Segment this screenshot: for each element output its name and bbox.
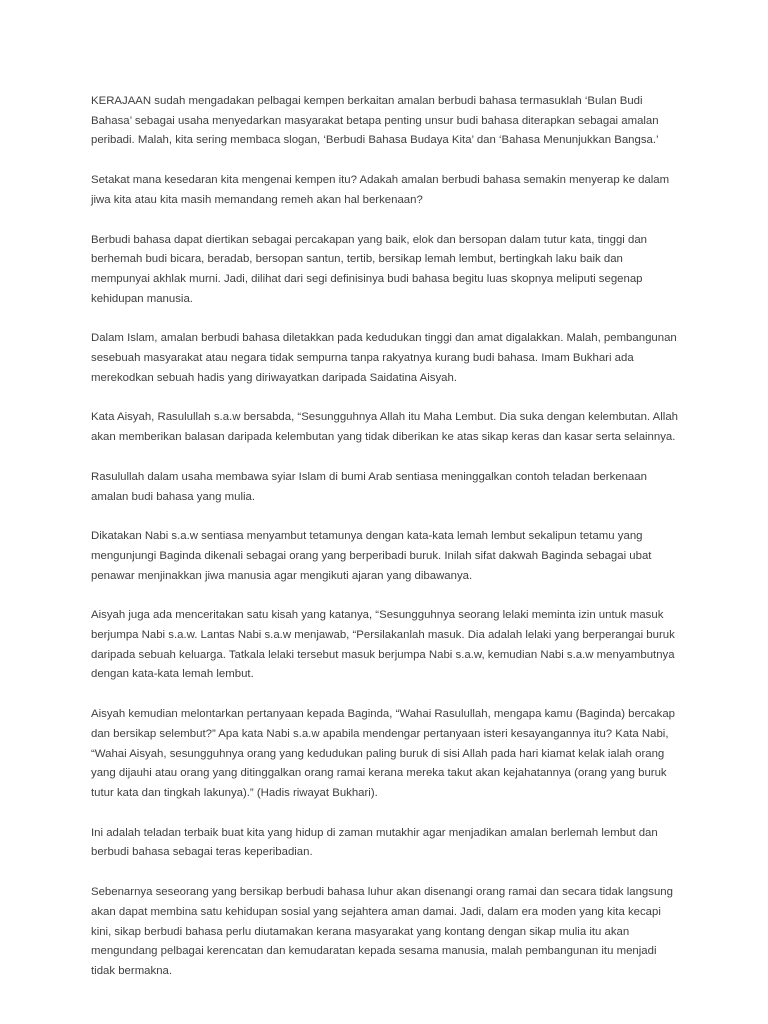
paragraph: Sebenarnya seseorang yang bersikap berbudi bahasa luhur akan disenangi orang ramai dan secara tidak langsung akan dapat membina satu kehidupan sosial yang sejahtera aman damai. Jadi, dalam era moden yang kita kecapi kini, sikap berbudi bahasa perlu diutamakan kerana masyarakat yang kontang dengan sikap mulia itu akan mengundang pelbagai kerencatan dan kemudaratan kepada sesama manusia, malah pembangunan itu menjadi tidak bermakna. [91, 886, 673, 977]
paragraph: Rasulullah dalam usaha membawa syiar Islam di bumi Arab sentiasa meninggalkan contoh teladan berkenaan amalan budi bahasa yang mulia. [91, 470, 647, 503]
paragraph: Aisyah juga ada menceritakan satu kisah yang katanya, “Sesungguhnya seorang lelaki meminta izin untuk masuk berjumpa Nabi s.a.w. Lantas Nabi s.a.w menjawab, “Persilakanlah masuk. Dia adalah lelaki yang berperangai buruk daripada sebuah keluarga. Tatkala lelaki tersebut masuk berjumpa Nabi s.a.w, kemudian Nabi s.a.w menyambutnya dengan kata-kata lemah lembut. [91, 609, 675, 681]
paragraph: Dalam Islam, amalan berbudi bahasa diletakkan pada kedudukan tinggi dan amat digalakkan. Malah, pembangunan sesebuah masyarakat atau negara tidak sempurna tanpa rakyatnya kurang budi bahasa. Imam Bukhari ada merekodkan sebuah hadis yang diriwayatkan daripada Saidatina Aisyah. [91, 332, 677, 384]
paragraph: Kata Aisyah, Rasulullah s.a.w bersabda, “Sesungguhnya Allah itu Maha Lembut. Dia suka dengan kelembutan. Allah akan memberikan balasan daripada kelembutan yang tidak diberikan ke atas sikap keras dan kasar serta selainnya. [91, 411, 678, 444]
paragraph: Ini adalah teladan terbaik buat kita yang hidup di zaman mutakhir agar menjadikan amalan berlemah lembut dan berbudi bahasa sebagai teras keperibadian. [91, 826, 658, 859]
paragraph: Berbudi bahasa dapat diertikan sebagai percakapan yang baik, elok dan bersopan dalam tutur kata, tinggi dan berhemah budi bicara, beradab, bersopan santun, tertib, bersikap lemah lembut, bertingkah laku baik dan mempunyai akhlak murni. Jadi, dilihat dari segi definisinya budi bahasa begitu luas skopnya meliputi segenap kehidupan manusia. [91, 233, 647, 305]
paragraph: KERAJAAN sudah mengadakan pelbagai kempen berkaitan amalan berbudi bahasa termasuklah ‘Bulan Budi Bahasa’ sebagai usaha menyedarkan masyarakat betapa penting unsur budi bahasa diterapkan sebagai amalan peribadi. Malah, kita sering membaca slogan, ‘Berbudi Bahasa Budaya Kita’ dan ‘Bahasa Menunjukkan Bangsa.’ [91, 95, 659, 147]
paragraph: Setakat mana kesedaran kita mengenai kempen itu? Adakah amalan berbudi bahasa semakin menyerap ke dalam jiwa kita atau kita masih memandang remeh akan hal berkenaan? [91, 174, 670, 206]
paragraph: Aisyah kemudian melontarkan pertanyaan kepada Baginda, “Wahai Rasulullah, mengapa kamu (Baginda) bercakap dan bersikap selembut?” Apa kata Nabi s.a.w apabila mendengar pertanyaan isteri kesayangannya itu? Kata Nabi, “Wahai Aisyah, sesungguhnya orang yang kedudukan paling buruk di sisi Allah pada hari kiamat kelak ialah orang yang dijauhi atau orang yang ditinggalkan orang ramai kerana mereka takut akan kejahatannya (orang yang buruk tutur kata dan tingkah lakunya).” (Hadis riwayat Bukhari). [91, 708, 676, 799]
paragraph: Dikatakan Nabi s.a.w sentiasa menyambut tetamunya dengan kata-kata lemah lembut sekalipun tetamu yang mengunjungi Baginda dikenali sebagai orang yang berperibadi buruk. Inilah sifat dakwah Baginda sebagai ubat penawar menjinakkan jiwa manusia agar mengikuti ajaran yang dibawanya. [91, 530, 652, 582]
document-page [91, 92, 681, 1002]
